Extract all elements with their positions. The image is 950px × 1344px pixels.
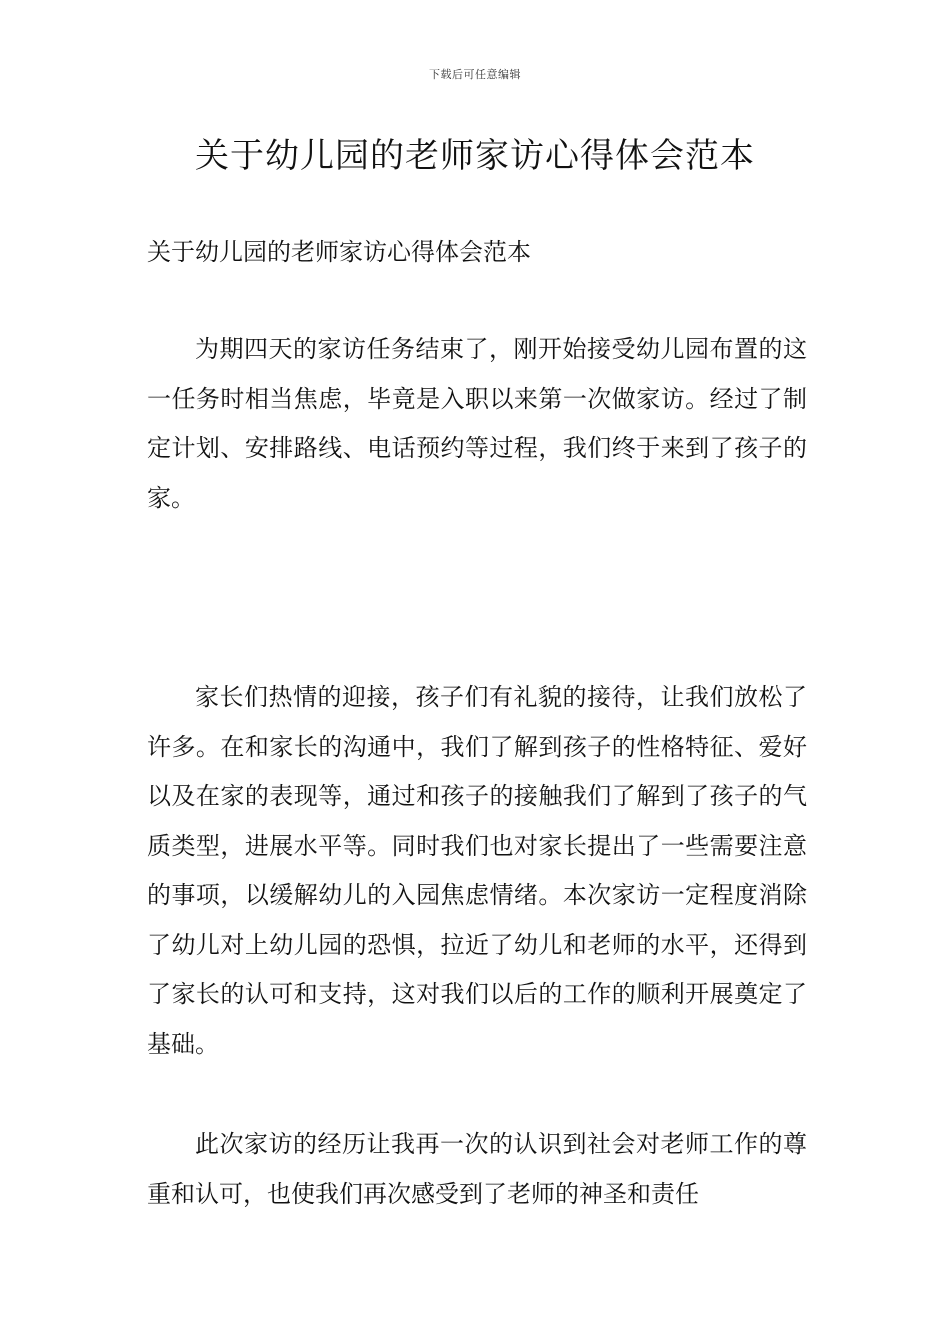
- header-note: 下载后可任意编辑: [429, 68, 521, 81]
- paragraph-1: 为期四天的家访任务结束了，刚开始接受幼儿园布置的这一任务时相当焦虑，毕竟是入职以来第一次做家访。经过了制定计划、安排路线、电话预约等过程，我们终于来到了孩子的家。: [147, 335, 807, 512]
- document-subtitle: 关于幼儿园的老师家访心得体会范本: [147, 238, 531, 266]
- document-title: 关于幼儿园的老师家访心得体会范本: [195, 136, 755, 176]
- paragraph-3: 此次家访的经历让我再一次的认识到社会对老师工作的尊重和认可，也使我们再次感受到了老师的神圣和责任: [147, 1130, 807, 1208]
- paragraph-2: 家长们热情的迎接，孩子们有礼貌的接待，让我们放松了许多。在和家长的沟通中，我们了解到孩子的性格特征、爱好以及在家的表现等，通过和孩子的接触我们了解到了孩子的气质类型，进展水平等。同时我们也对家长提出了一些需要注意的事项，以缓解幼儿的入园焦虑情绪。本次家访一定程度消除了幼儿对上幼儿园的恐惧，拉近了幼儿和老师的水平，还得到了家长的认可和支持，这对我们以后的工作的顺利开展奠定了基础。: [147, 683, 807, 1058]
